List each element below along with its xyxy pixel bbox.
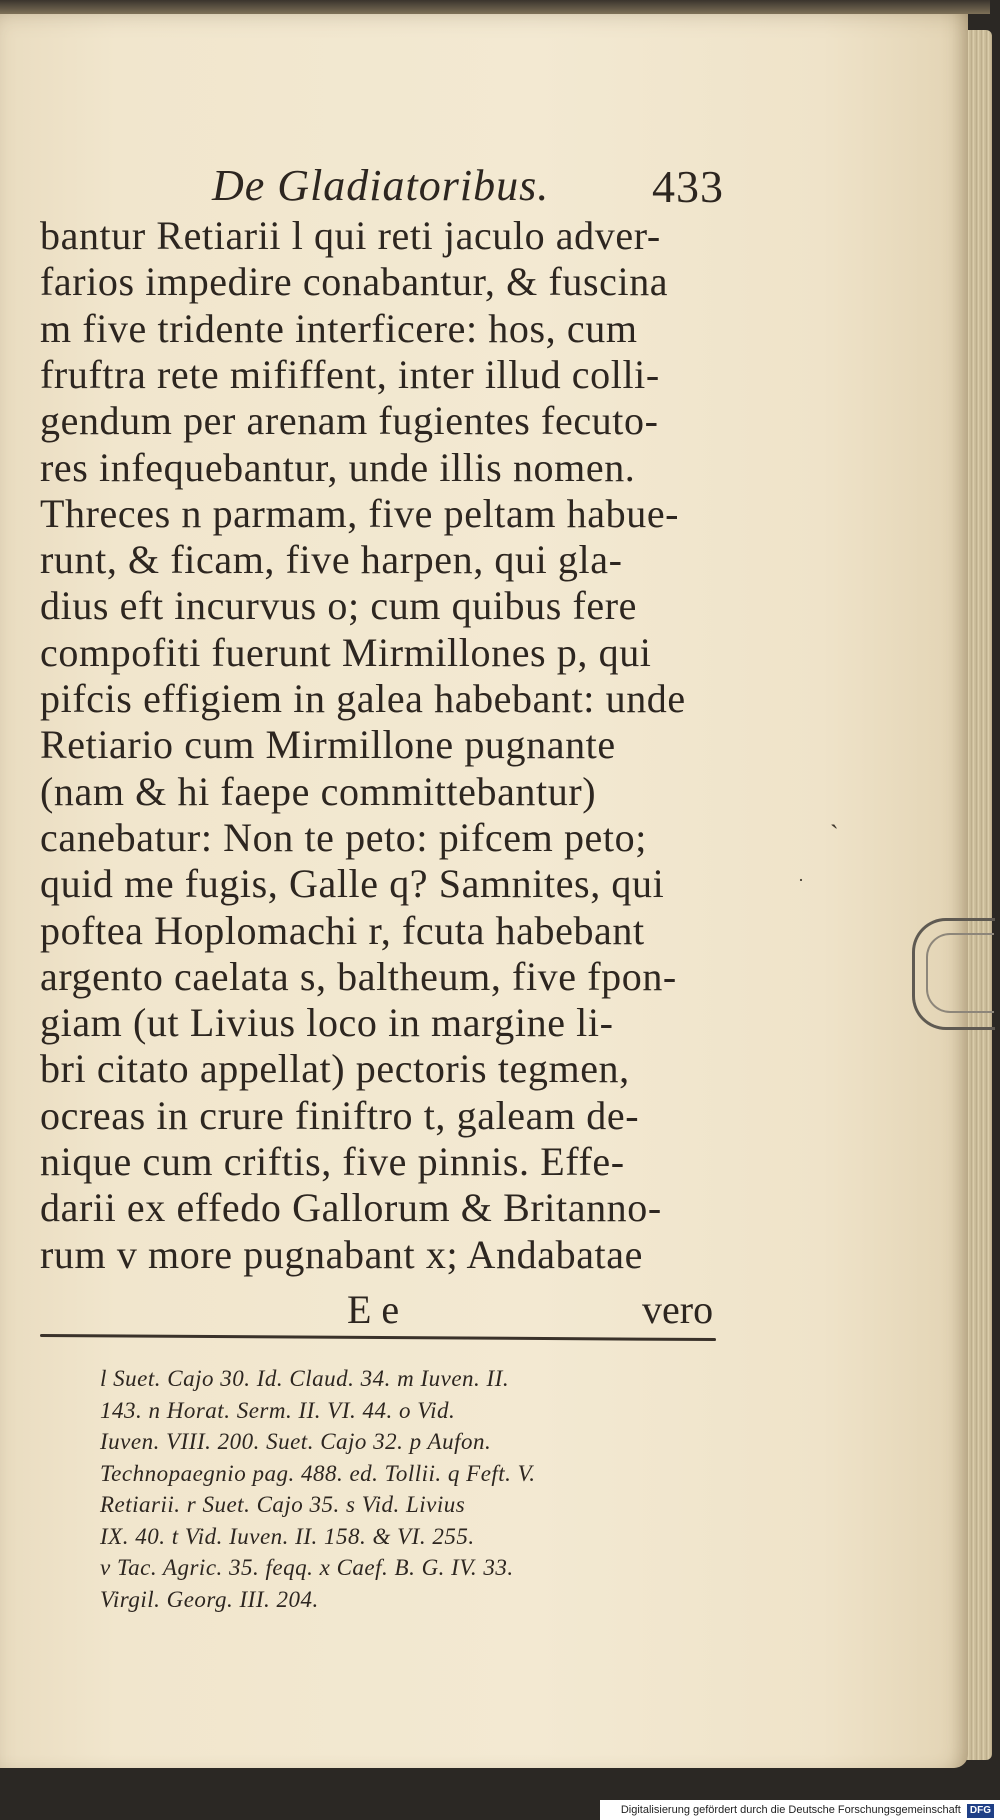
body-line: giam (ut Livius loco in margine li- — [40, 1000, 614, 1046]
body-line: Threces n parmam, five peltam habue- — [40, 490, 680, 536]
footnote-line: 143. n Horat. Serm. II. VI. 44. o Vid. — [100, 1397, 456, 1423]
dfg-logo: DFG — [967, 1804, 994, 1818]
running-head: De Gladiatoribus. — [212, 161, 550, 210]
body-line: fruftra rete mififfent, inter illud colli- — [40, 351, 660, 397]
footnote-line: Virgil. Georg. III. 204. — [100, 1586, 319, 1612]
page-number: 433 — [652, 161, 724, 212]
footnote-line: Retiarii. r Suet. Cajo 35. s Vid. Livius — [100, 1492, 466, 1517]
body-line: poftea Hoplomachi r, fcuta habebant — [40, 907, 645, 953]
body-line: quid me fugis, Galle q? Samnites, qui — [40, 861, 665, 907]
body-line: pifcis effigiem in galea habebant: unde — [40, 676, 686, 721]
body-line: (nam & hi faepe committebantur) — [40, 768, 597, 814]
catchword: vero — [642, 1287, 714, 1332]
attribution-bar — [600, 1800, 1000, 1820]
binding-top-edge — [0, 0, 990, 14]
signature-mark: E e — [347, 1287, 400, 1332]
footnote-line: Iuven. VIII. 200. Suet. Cajo 32. p Aufon. — [100, 1429, 492, 1454]
body-line: Retiario cum Mirmillone pugnante — [40, 722, 616, 768]
body-line: nique cum criftis, five pinnis. Effe- — [40, 1139, 625, 1184]
ink-speck: · — [798, 870, 804, 890]
body-line: canebatur: Non te peto: pifcem peto; — [40, 814, 647, 860]
attribution-text: Digitalisierung gefördert durch die Deutsche Forschungsgemeinschaft — [620, 1804, 961, 1816]
body-line: bri citato appellat) pectoris tegmen, — [40, 1046, 630, 1092]
footnote-line: IX. 40. t Vid. Iuven. II. 158. & VI. 255. — [100, 1523, 475, 1549]
body-line: m five tridente interficere: hos, cum — [40, 305, 638, 351]
body-line: darii ex effedo Gallorum & Britanno- — [40, 1185, 662, 1231]
body-line: ocreas in crure finiftro t, galeam de- — [40, 1092, 640, 1138]
ink-speck: ` — [830, 820, 839, 849]
body-line: gendum per arenam fugientes fecuto- — [40, 398, 659, 444]
body-line: bantur Retiarii l qui reti jaculo adver- — [40, 213, 661, 258]
body-line: res infequebantur, unde illis nomen. — [40, 444, 636, 490]
footnote-line: v Tac. Agric. 35. feqq. x Caef. B. G. IV. 33. — [100, 1555, 514, 1580]
body-line: dius eft incurvus o; cum quibus fere — [40, 583, 638, 629]
body-line: compofiti fuerunt Mirmillones p, qui — [40, 629, 652, 675]
body-line: farios impedire conabantur, & fuscina — [40, 259, 669, 305]
body-line: runt, & ficam, five harpen, qui gla- — [40, 537, 623, 583]
body-line: rum v more pugnabant x; Andabatae — [40, 1231, 643, 1277]
footnote-line: Technopaegnio pag. 488. ed. Tollii. q Feft. V. — [100, 1460, 536, 1486]
body-line: argento caelata s, baltheum, five fpon- — [40, 953, 677, 999]
footnote-line: l Suet. Cajo 30. Id. Claud. 34. m Iuven. II. — [100, 1366, 510, 1391]
page-clip-inner — [926, 933, 994, 1013]
